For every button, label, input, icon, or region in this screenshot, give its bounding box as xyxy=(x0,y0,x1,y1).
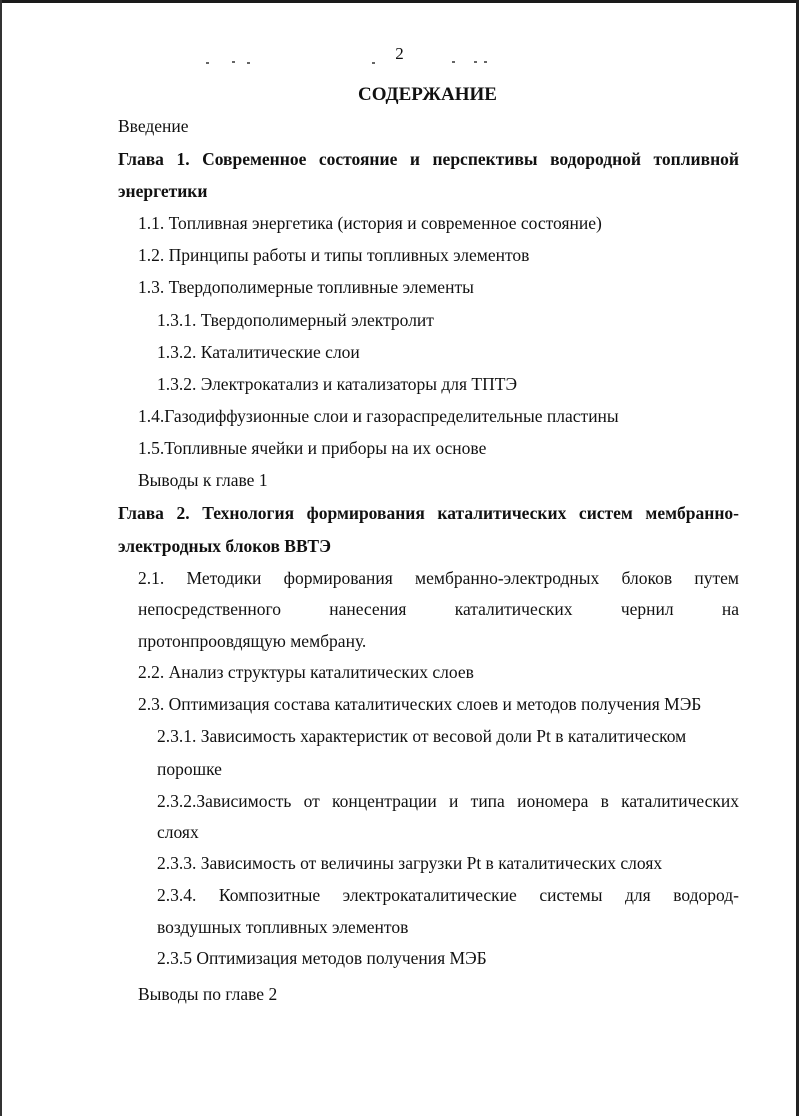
toc-section-2-1-line-2: непосредственного нанесения каталитических чернил на xyxy=(138,599,739,619)
page-number: 2 xyxy=(395,44,404,63)
toc-section-2-3-5: 2.3.5 Оптимизация методов получения МЭБ xyxy=(157,948,487,968)
toc-section-1-3-2-a: 1.3.2. Каталитические слои xyxy=(157,342,360,362)
toc-conclusion-2: Выводы по главе 2 xyxy=(138,984,278,1004)
toc-section-2-3-1-line-1: 2.3.1. Зависимость характеристик от весовой доли Pt в каталитическом xyxy=(157,726,687,746)
toc-section-2-1-line-3: протонпроовдящую мембрану. xyxy=(138,631,367,651)
toc-section-1-3-1: 1.3.1. Твердополимерный электролит xyxy=(157,310,434,330)
toc-section-2-3-3: 2.3.3. Зависимость от величины загрузки Pt в каталитических слоях xyxy=(157,853,663,873)
toc-chapter-2-line-2: электродных блоков ВВТЭ xyxy=(118,536,331,556)
page-title: СОДЕРЖАНИЕ xyxy=(358,84,497,105)
toc-section-1-3-2-b: 1.3.2. Электрокатализ и катализаторы для ТПТЭ xyxy=(157,374,518,394)
toc-section-2-3-2-line-2: слоях xyxy=(157,822,199,842)
toc-section-1-2: 1.2. Принципы работы и типы топливных элементов xyxy=(138,245,530,265)
toc-intro: Введение xyxy=(118,116,189,136)
toc-section-2-3-4-line-1: 2.3.4. Композитные электрокаталитические системы для водород- xyxy=(157,885,739,905)
toc-section-2-1-line-1: 2.1. Методики формирования мембранно-электродных блоков путем xyxy=(138,568,739,588)
toc-section-2-2: 2.2. Анализ структуры каталитических слоев xyxy=(138,662,474,682)
scan-edge-top xyxy=(0,0,799,3)
toc-section-1-3: 1.3. Твердополимерные топливные элементы xyxy=(138,277,474,297)
toc-chapter-2-line-1: Глава 2. Технология формирования каталитических систем мембранно- xyxy=(118,503,739,523)
toc-section-2-3-2-line-1: 2.3.2.Зависимость от концентрации и типа иономера в каталитических xyxy=(157,791,739,811)
toc-conclusion-1: Выводы к главе 1 xyxy=(138,470,268,490)
toc-chapter-1-line-1: Глава 1. Современное состояние и перспективы водородной топливной xyxy=(118,149,739,169)
toc-section-2-3-4-line-2: воздушных топливных элементов xyxy=(157,917,409,937)
toc-section-1-5: 1.5.Топливные ячейки и приборы на их основе xyxy=(138,438,487,458)
toc-chapter-1-line-2: энергетики xyxy=(118,181,208,201)
scan-edge-left xyxy=(0,0,2,1116)
toc-section-2-3: 2.3. Оптимизация состава каталитических слоев и методов получения МЭБ xyxy=(138,694,702,714)
toc-section-2-3-1-line-2: порошке xyxy=(157,759,222,779)
toc-section-1-4: 1.4.Газодиффузионные слои и газораспределительные пластины xyxy=(138,406,619,426)
toc-section-1-1: 1.1. Топливная энергетика (история и современное состояние) xyxy=(138,213,602,233)
